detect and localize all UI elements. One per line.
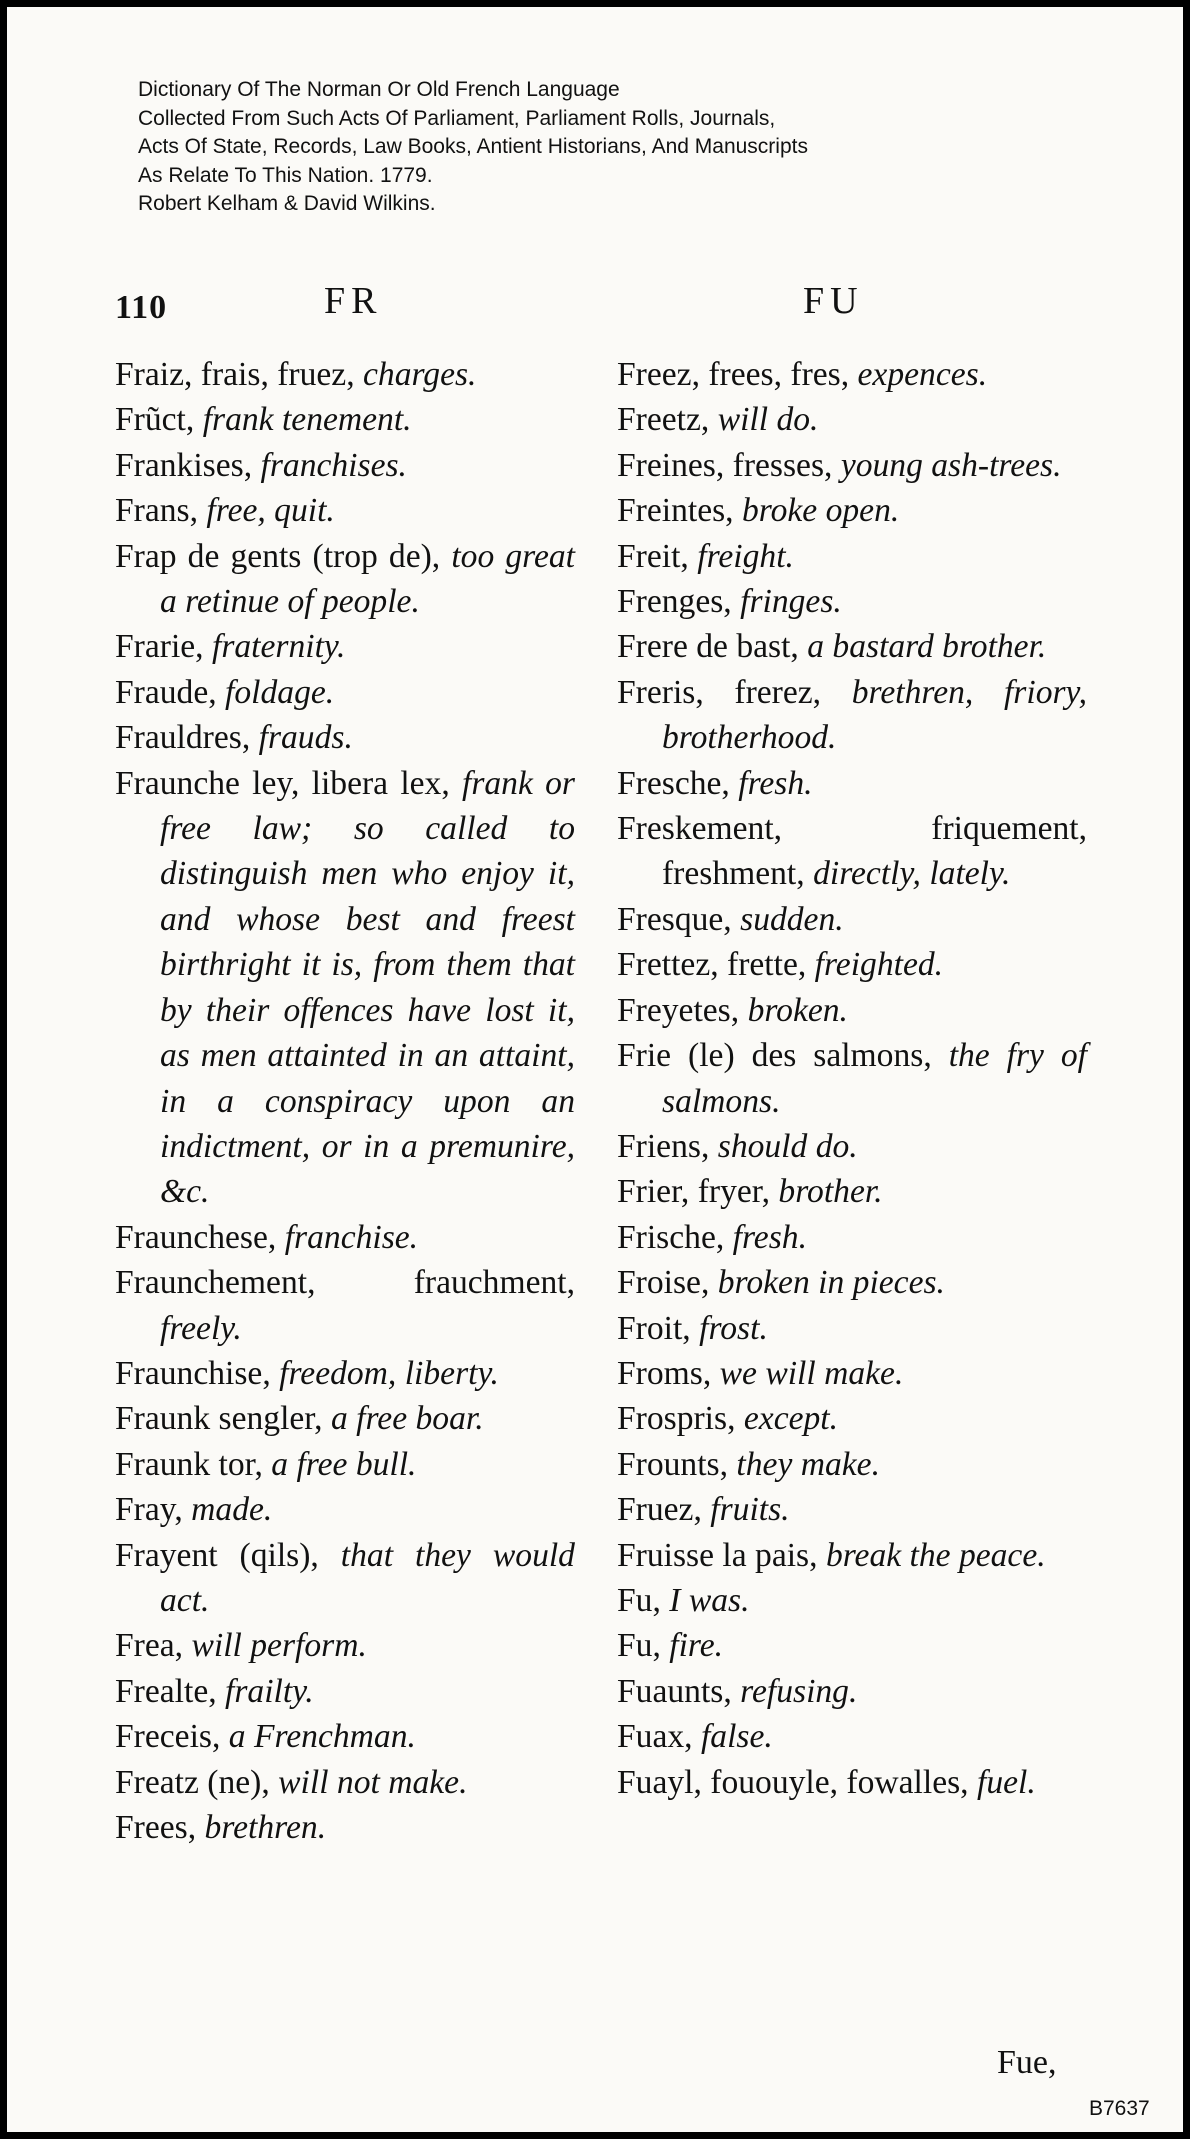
dictionary-entry: [617, 988, 1087, 1033]
dictionary-entry: [617, 624, 1087, 669]
entry-headword: Fraunk sengler,: [115, 1400, 323, 1438]
running-head-right: FU: [803, 280, 864, 322]
entry-definition: freight.: [697, 537, 794, 575]
entry-headword: Friens,: [617, 1127, 710, 1165]
header-line: Collected From Such Acts Of Parliament, Parliament Rolls, Journals,: [138, 106, 776, 130]
entry-headword: Frounts,: [617, 1445, 729, 1483]
dictionary-entry: [617, 1442, 1087, 1487]
entry-definition: a bastard brother.: [807, 628, 1047, 666]
dictionary-entry: [115, 534, 575, 625]
header-line: Acts Of State, Records, Law Books, Antient Historians, And Manuscripts: [138, 135, 808, 158]
running-head-left: FR: [324, 280, 383, 322]
entry-headword: Fu,: [617, 1627, 661, 1665]
entry-definition: young ash-trees.: [840, 446, 1062, 484]
entry-definition: broken in pieces.: [717, 1264, 945, 1302]
entry-headword: Freines, fresses,: [617, 446, 833, 484]
entry-definition: fresh.: [732, 1218, 807, 1256]
dictionary-entry: [617, 1033, 1087, 1124]
entry-headword: Frankises,: [115, 446, 253, 484]
entry-headword: Froit,: [617, 1309, 691, 1347]
entry-headword: Froms,: [617, 1354, 712, 1392]
entry-headword: Fraunchese,: [115, 1218, 277, 1256]
entry-headword: Frettez, frette,: [617, 946, 807, 984]
entry-headword: Fu,: [617, 1581, 661, 1619]
entry-definition: brethren.: [204, 1809, 327, 1846]
entry-definition: expences.: [857, 356, 988, 393]
header-line: Dictionary Of The Norman Or Old French Language: [138, 78, 620, 101]
entry-headword: Fraiz, frais, fruez,: [115, 356, 355, 393]
dictionary-entry: [617, 579, 1087, 624]
entry-headword: Freyetes,: [617, 991, 740, 1029]
dictionary-entry: [115, 1533, 575, 1624]
entry-headword: Froise,: [617, 1264, 710, 1302]
entry-definition: fire.: [669, 1627, 724, 1665]
entry-headword: Fresque,: [617, 900, 732, 938]
entry-headword: Fraunchise,: [115, 1354, 271, 1392]
entry-definition: directly, lately.: [813, 855, 1011, 893]
entry-definition: a free boar.: [330, 1400, 484, 1438]
dictionary-entry: [115, 761, 575, 1215]
entry-headword: Frans,: [115, 492, 199, 530]
dictionary-entry: [115, 1669, 575, 1714]
entry-definition: franchises.: [260, 446, 407, 484]
dictionary-entry: [617, 488, 1087, 533]
entry-definition: except.: [743, 1400, 839, 1438]
entry-headword: Frarie,: [115, 628, 204, 666]
right-column: [617, 352, 1087, 1805]
entry-headword: Frenges,: [617, 583, 732, 621]
entry-definition: fruits.: [710, 1491, 790, 1529]
entry-definition: break the peace.: [825, 1536, 1046, 1574]
document-header: [138, 76, 808, 219]
entry-definition: they make.: [736, 1445, 880, 1483]
left-column: [115, 352, 575, 1850]
entry-headword: Frauldres,: [115, 719, 251, 757]
dictionary-entry: [115, 1487, 575, 1532]
entry-definition: will perform.: [191, 1627, 367, 1665]
entry-headword: Freetz,: [617, 401, 710, 439]
dictionary-entry: [115, 670, 575, 715]
entry-headword: Fuax,: [617, 1718, 693, 1756]
entry-headword: Freintes,: [617, 492, 734, 530]
entry-headword: Fraude,: [115, 673, 217, 711]
header-line: Robert Kelham & David Wilkins.: [138, 192, 436, 215]
dictionary-entry: [115, 624, 575, 669]
entry-definition: fuel.: [976, 1763, 1036, 1801]
entry-headword: Frealte,: [115, 1672, 217, 1710]
entry-definition: will do.: [717, 401, 819, 439]
dictionary-entry: [115, 488, 575, 533]
entry-definition: false.: [700, 1718, 773, 1756]
entry-headword: Fraunk tor,: [115, 1445, 263, 1483]
dictionary-entry: [617, 1669, 1087, 1714]
entry-definition: frailty.: [225, 1672, 314, 1710]
entry-definition: frank tenement.: [202, 401, 412, 439]
entry-definition: made.: [191, 1491, 273, 1529]
entry-definition: free, quit.: [206, 492, 335, 530]
entry-definition: freedom, liberty.: [279, 1354, 499, 1392]
entry-definition: I was.: [669, 1581, 750, 1619]
dictionary-entry: [115, 1215, 575, 1260]
entry-definition: refusing.: [740, 1672, 858, 1710]
dictionary-entry: [115, 1351, 575, 1396]
entry-headword: Freez, frees, fres,: [617, 356, 850, 393]
dictionary-entry: [617, 1169, 1087, 1214]
entry-definition: broken.: [747, 991, 848, 1029]
header-line: As Relate To This Nation. 1779.: [138, 163, 433, 187]
page-number: 110: [115, 289, 168, 326]
dictionary-entry: [617, 1487, 1087, 1532]
entry-headword: Freskement, friquement, freshment,: [617, 810, 1087, 893]
dictionary-entry: [617, 1578, 1087, 1623]
entry-definition: freely.: [160, 1309, 242, 1347]
dictionary-entry: [115, 715, 575, 760]
entry-headword: Frees,: [115, 1809, 197, 1846]
entry-definition: that they would act.: [160, 1536, 575, 1619]
catchword: Fue,: [997, 2044, 1057, 2081]
entry-definition: we will make.: [719, 1354, 904, 1392]
entry-definition: fraternity.: [211, 628, 346, 666]
entry-headword: Fruez,: [617, 1491, 702, 1529]
entry-definition: brethren, friory, brotherhood.: [662, 673, 1087, 757]
entry-headword: Freatz (ne),: [115, 1763, 270, 1801]
entry-definition: sudden.: [740, 900, 844, 938]
entry-definition: broke open.: [741, 492, 900, 530]
dictionary-entry: [617, 1533, 1087, 1578]
entry-headword: Frere de bast,: [617, 628, 799, 666]
dictionary-entry: [617, 806, 1087, 897]
dictionary-entry: [617, 1714, 1087, 1759]
dictionary-entry: [115, 1260, 575, 1351]
entry-headword: Freris, frerez,: [617, 673, 822, 711]
entry-definition: fresh.: [738, 764, 813, 802]
dictionary-entry: [115, 1714, 575, 1759]
entry-headword: Fruisse la pais,: [617, 1536, 818, 1574]
dictionary-entry: [617, 1396, 1087, 1441]
dictionary-entry: [617, 670, 1087, 761]
entry-headword: Frayent (qils),: [115, 1536, 319, 1574]
entry-headword: Fuayl, fououyle, fowalles,: [617, 1763, 969, 1801]
entry-definition: too great a retinue of people.: [160, 537, 575, 621]
entry-definition: brother.: [778, 1173, 883, 1211]
dictionary-entry: [617, 352, 1087, 397]
dictionary-entry: [617, 942, 1087, 987]
entry-definition: a Frenchman.: [228, 1718, 416, 1756]
dictionary-entry: [617, 1306, 1087, 1351]
entry-headword: Frospris,: [617, 1400, 736, 1438]
dictionary-entry: [617, 1623, 1087, 1668]
entry-definition: foldage.: [225, 673, 335, 711]
dictionary-entry: [617, 1260, 1087, 1305]
dictionary-entry: [115, 352, 575, 397]
entry-definition: the fry of salmons.: [662, 1037, 1088, 1120]
entry-headword: Frier, fryer,: [617, 1173, 771, 1211]
dictionary-entry: [115, 1442, 575, 1487]
dictionary-entry: [617, 897, 1087, 942]
dictionary-entry: [115, 397, 575, 442]
entry-definition: a free bull.: [271, 1445, 417, 1483]
dictionary-entry: [115, 1396, 575, 1441]
dictionary-entry: [617, 761, 1087, 806]
entry-definition: charges.: [363, 356, 477, 393]
entry-definition: should do.: [717, 1127, 858, 1165]
entry-headword: Freceis,: [115, 1718, 221, 1756]
entry-headword: Frap de gents (trop de),: [115, 537, 441, 575]
entry-definition: freighted.: [814, 946, 944, 984]
dictionary-entry: [617, 1215, 1087, 1260]
entry-headword: Fuaunts,: [617, 1672, 732, 1710]
dictionary-entry: [617, 1760, 1087, 1805]
dictionary-entry: [617, 443, 1087, 488]
image-code: B7637: [1089, 2097, 1150, 2120]
entry-definition: frank or free law; so called to distinguish men who enjoy it, and whose best and freest birthright it is, from them that by their offences have lost it, as men attainted in an attaint, in a conspiracy upon an indictment, or in a premunire, &c.: [160, 764, 575, 1211]
entry-definition: franchise.: [284, 1218, 419, 1256]
dictionary-entry: [115, 443, 575, 488]
entry-headword: Freit,: [617, 537, 689, 575]
entry-headword: Fraunchement, frauchment,: [115, 1264, 575, 1302]
dictionary-entry: [617, 534, 1087, 579]
dictionary-entry: [115, 1760, 575, 1805]
entry-definition: fringes.: [740, 583, 842, 621]
entry-headword: Frische,: [617, 1218, 725, 1256]
entry-headword: Fresche,: [617, 764, 730, 802]
entry-definition: will not make.: [278, 1763, 468, 1801]
dictionary-entry: [617, 1351, 1087, 1396]
entry-headword: Frie (le) des salmons,: [617, 1037, 932, 1075]
entry-headword: Frũct,: [115, 401, 195, 439]
dictionary-entry: [115, 1805, 575, 1850]
entry-headword: Fray,: [115, 1491, 183, 1529]
entry-definition: frost.: [699, 1309, 768, 1347]
entry-definition: frauds.: [258, 719, 353, 757]
dictionary-entry: [617, 1124, 1087, 1169]
entry-headword: Fraunche ley, libera lex,: [115, 764, 450, 802]
dictionary-entry: [617, 397, 1087, 442]
entry-headword: Frea,: [115, 1627, 184, 1665]
dictionary-entry: [115, 1623, 575, 1668]
